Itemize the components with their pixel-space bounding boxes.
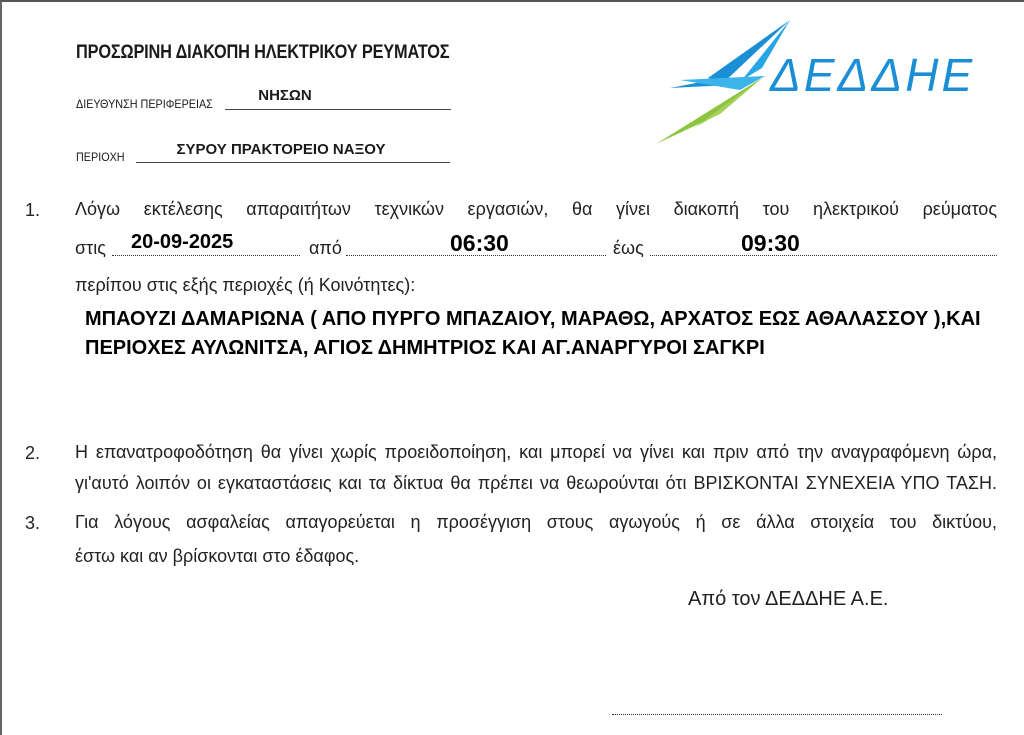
item-3-number: 3. xyxy=(25,513,41,533)
item-3-line-1: Για λόγους ασφαλείας απαγορεύεται η προσέγγιση στους αγωγούς ή σε άλλα στοιχεία του δικτύου, xyxy=(75,512,997,532)
region-label: ΔΙΕΥΘΥΝΣΗ ΠΕΡΙΦΕΡΕΙΑΣ xyxy=(76,97,213,111)
signature-text: Από τον ΔΕΔΔΗΕ Α.Ε. xyxy=(688,588,889,610)
item-2-number: 2. xyxy=(25,443,41,463)
area-value: ΣΥΡΟΥ ΠΡΑΚΤΟΡΕΙΟ ΝΑΞΟΥ xyxy=(176,141,386,158)
document-title: ΠΡΟΣΩΡΙΝΗ ΔΙΑΚΟΠΗ ΗΛΕΚΤΡΙΚΟΥ ΡΕΥΜΑΤΟΣ xyxy=(76,42,450,63)
to-label: έως xyxy=(613,238,644,258)
region-value: ΝΗΣΩΝ xyxy=(258,87,312,104)
item-3-line-2: έστω και αν βρίσκονται στο έδαφος. xyxy=(75,546,360,566)
to-time: 09:30 xyxy=(741,230,800,256)
date-dots xyxy=(112,255,300,256)
areas-intro: περίπου στις εξής περιοχές (ή Κοινότητες): xyxy=(75,275,416,295)
item-2-line-2: γι'αυτό λοιπόν οι εγκαταστάσεις και τα δίκτυα θα πρέπει να θεωρούνται ότι ΒΡΙΣΚΟΝΤΑΙ ΣΥΝΕΧΕΙΑ ΥΠΟ ΤΑΣΗ. xyxy=(75,473,997,493)
item-2-line-1: Η επανατροφοδότηση θα γίνει χωρίς προειδοποίηση, και μπορεί να γίνει και πριν από την αναγραφόμενη ώρα, xyxy=(75,442,997,462)
item-1-number: 1. xyxy=(25,200,41,220)
from-time: 06:30 xyxy=(450,230,509,256)
from-label: από xyxy=(309,238,342,258)
area-underline xyxy=(136,162,450,163)
affected-areas: ΜΠΑΟΥΖΙ ΔΑΜΑΡΙΩΝΑ ( ΑΠΟ ΠΥΡΓΟ ΜΠΑΖΑΙΟΥ, ΜΑΡΑΘΩ, ΑΡΧΑΤΟΣ ΕΩΣ ΑΘΑΛΑΣΣΟΥ ),ΚΑΙ ΠΕΡΙΟΧΕΣ ΑΥΛΩΝΙΤΣΑ, ΑΓΙΟΣ ΔΗΜΗΤΡΙΟΣ ΚΑΙ ΑΓ.ΑΝΑΡΓΥΡΟΙ ΣΑΓΚΡΙ xyxy=(85,308,981,359)
area-label: ΠΕΡΙΟΧΗ xyxy=(76,150,125,164)
item-1-line-1: Λόγω εκτέλεσης απαραιτήτων τεχνικών εργασιών, θα γίνει διακοπή του ηλεκτρικού ρεύματος xyxy=(75,199,997,219)
region-underline xyxy=(225,109,451,110)
company-logo xyxy=(650,18,990,148)
on-label: στις xyxy=(75,238,106,258)
to-dots xyxy=(650,255,997,256)
logo-text: ΔΕΔΔΗΕ xyxy=(770,49,976,101)
signature-line xyxy=(612,714,942,715)
outage-date: 20-09-2025 xyxy=(131,231,234,253)
